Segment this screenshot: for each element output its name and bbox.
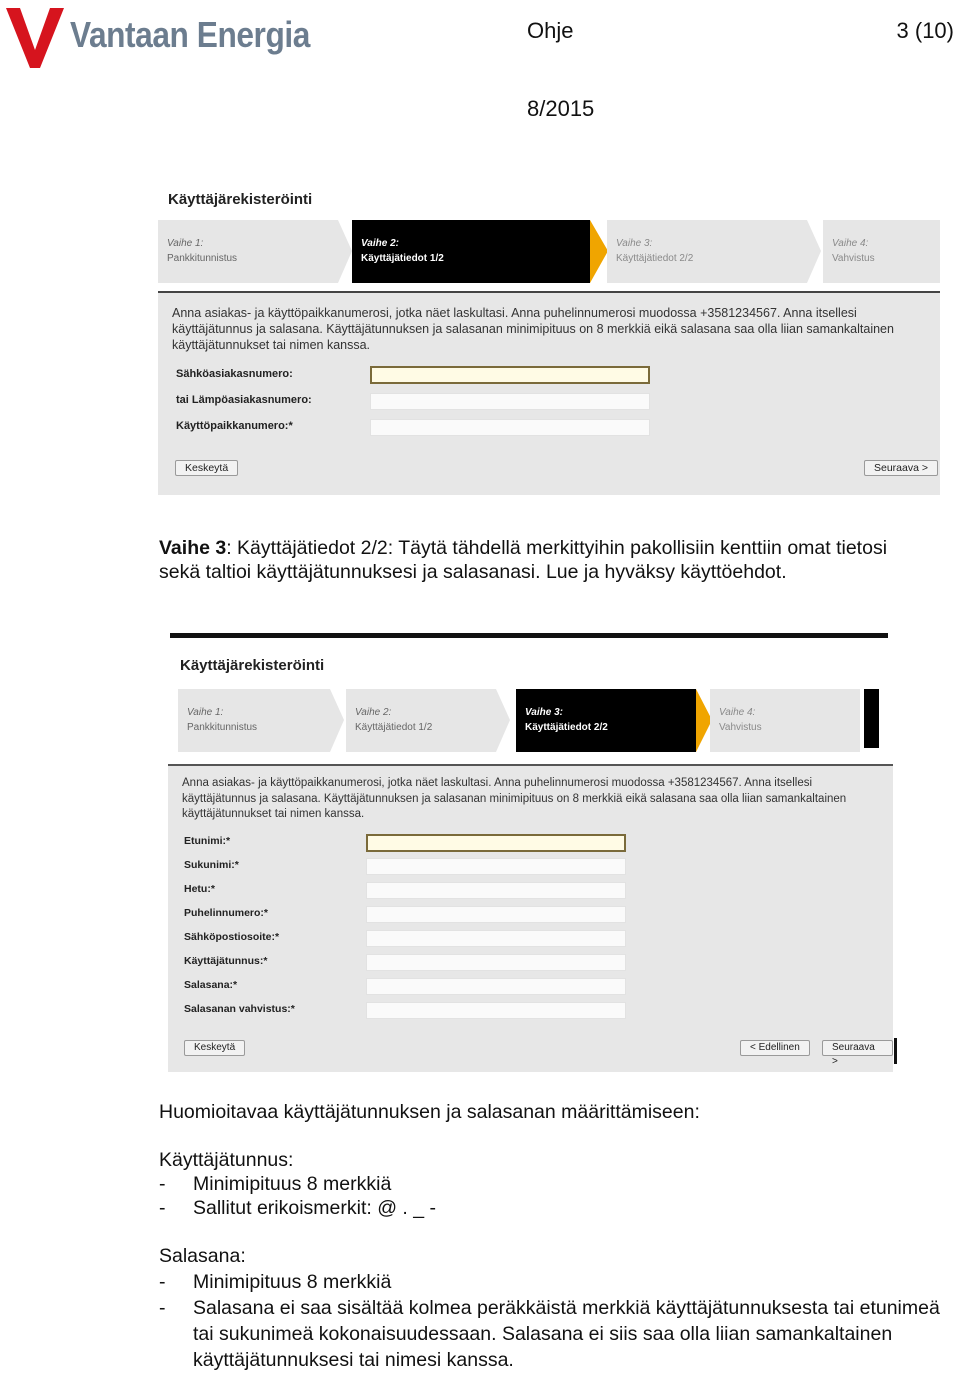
page-number: 3 (10) — [896, 18, 954, 43]
first-name-input[interactable] — [366, 834, 626, 852]
field-label: Käyttäjätunnus:* — [184, 955, 268, 967]
electricity-customer-number-input[interactable] — [370, 366, 650, 384]
step-2: Vaihe 2: Käyttäjätiedot 1/2 — [346, 689, 496, 752]
email-input[interactable] — [366, 930, 626, 947]
password-title: Salasana: — [159, 1245, 246, 1267]
step-2-active: Vaihe 2: Käyttäjätiedot 1/2 — [352, 220, 590, 283]
field-label: Sähköasiakasnumero: — [176, 368, 293, 380]
cancel-button[interactable]: Keskeytä — [184, 1040, 245, 1056]
document-type: Ohje — [527, 18, 574, 43]
form-panel — [168, 764, 893, 1072]
field-label: Puhelinnumero:* — [184, 907, 269, 919]
field-label: Sähköpostiosoite:* — [184, 931, 280, 943]
field-label: tai Lämpöasiakasnumero: — [176, 394, 312, 406]
next-button[interactable]: Seuraava > — [822, 1040, 893, 1056]
field-label: Salasana:* — [184, 979, 238, 991]
step3-label: Vaihe 3 — [159, 537, 227, 559]
step-3-active: Vaihe 3: Käyttäjätiedot 2/2 — [516, 689, 696, 752]
step-1: Vaihe 1: Pankkitunnistus — [158, 220, 338, 283]
password-input[interactable] — [366, 978, 626, 995]
step-4: Vaihe 4: Vahvistus — [710, 689, 860, 752]
cancel-button[interactable]: Keskeytä — [175, 460, 238, 476]
usage-place-number-input[interactable] — [370, 419, 650, 436]
document-date: 8/2015 — [527, 96, 595, 121]
heat-customer-number-input[interactable] — [370, 393, 650, 410]
company-logo-text: Vantaan Energia — [70, 14, 310, 55]
registration-screenshot-step3 — [168, 633, 898, 1073]
next-button[interactable]: Seuraava > — [864, 460, 938, 476]
vantaan-energia-logo-icon — [6, 6, 64, 70]
list-item: - Minimipituus 8 merkkiä — [159, 1173, 392, 1195]
list-item: - Salasana ei saa sisältää kolmea peräkkäistä merkkiä käyttäjätunnuksesta tai etunimeä tai sukunimeä kokonaisuudessaan. Salasana ei siis saa olla liian samankaltainen käyttäjätunnuksesi tai nimesi kanssa. — [159, 1297, 940, 1371]
form-instructions: Anna asiakas- ja käyttöpaikkanumerosi, jotka näet laskultasi. Anna puhelinnumerosi muodossa +3581234567. Anna itsellesi käyttäjätunnus ja salasana. Käyttäjätunnuksen ja salasanan minimipituus on 8 merkkiä eikä salasana saa olla liian samankaltainen käyttäjätunnukset tai nimen kanssa. — [172, 306, 894, 352]
list-item: - Minimipituus 8 merkkiä — [159, 1271, 392, 1293]
last-name-input[interactable] — [366, 858, 626, 875]
form-panel — [158, 291, 940, 495]
field-label: Hetu:* — [184, 883, 215, 895]
ssn-input[interactable] — [366, 882, 626, 899]
step3-description: Vaihe 3: Käyttäjätiedot 2/2: Täytä tähdellä merkittyihin pakollisiin kenttiin omat tietosi sekä taltioi käyttäjätunnuksesi ja salasanasi. Lue ja hyväksy käyttöehdot. — [159, 537, 888, 583]
list-item: - Sallitut erikoismerkit: @ . _ - — [159, 1197, 437, 1219]
step-4: Vaihe 4: Vahvistus — [823, 220, 940, 283]
field-label: Sukunimi:* — [184, 859, 239, 871]
phone-input[interactable] — [366, 906, 626, 923]
registration-title: Käyttäjärekisteröinti — [180, 657, 325, 674]
registration-screenshot-step2 — [158, 185, 940, 495]
username-title: Käyttäjätunnus: — [159, 1149, 294, 1171]
field-label: Etunimi:* — [184, 835, 231, 847]
field-label: Salasanan vahvistus:* — [184, 1003, 295, 1015]
previous-button[interactable]: < Edellinen — [740, 1040, 810, 1056]
password-confirm-input[interactable] — [366, 1002, 626, 1019]
username-input[interactable] — [366, 954, 626, 971]
step-1: Vaihe 1: Pankkitunnistus — [178, 689, 330, 752]
step-3: Vaihe 3: Käyttäjätiedot 2/2 — [607, 220, 807, 283]
notes-heading: Huomioitavaa käyttäjätunnuksen ja salasanan määrittämiseen: — [159, 1101, 700, 1123]
field-label: Käyttöpaikkanumero:* — [176, 420, 293, 432]
form-instructions: Anna asiakas- ja käyttöpaikkanumerosi, jotka näet laskultasi. Anna puhelinnumerosi muodossa +3581234567. Anna itsellesi käyttäjätunnus ja salasana. Käyttäjätunnuksen ja salasanan minimipituus on 8 merkkiä eikä salasana saa olla liian samankaltainen käyttäjätunnukset tai nimen kanssa. — [182, 777, 847, 820]
registration-title: Käyttäjärekisteröinti — [168, 191, 313, 208]
